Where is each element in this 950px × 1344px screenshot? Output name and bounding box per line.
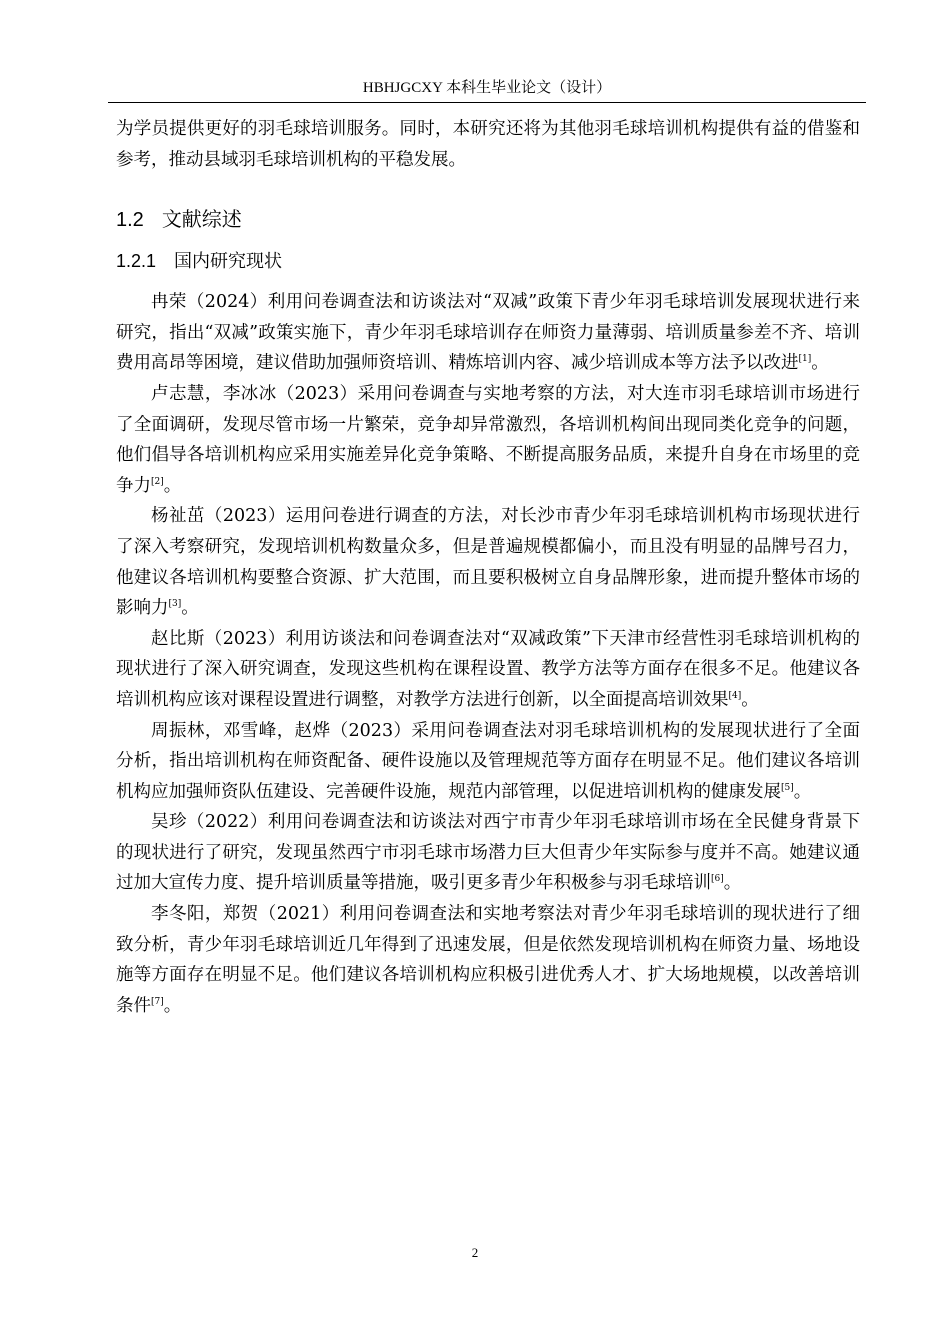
paragraph-text: 杨祉茁（2023）运用问卷进行调查的方法，对长沙市青少年羽毛球培训机构市场现状进行了深入考察研究，发现培训机构数量众多，但是普遍规模都偏小，而且没有明显的品牌号召力，他建议各培训机构要整合资源、扩大范围，而且要积极树立自身品牌形象，进而提升整体市场的影响力 — [116, 506, 860, 619]
paragraph — [116, 501, 860, 623]
paragraph-end: 。 — [163, 475, 182, 496]
section-heading — [116, 205, 860, 234]
page-body — [116, 114, 860, 1021]
header-rule — [108, 102, 866, 103]
paragraph — [116, 716, 860, 808]
citation-ref: [7] — [151, 996, 164, 1007]
paragraph — [116, 379, 860, 501]
paragraph-text: 卢志慧，李冰冰（2023）采用问卷调查与实地考察的方法，对大连市羽毛球培训市场进行了全面调研，发现尽管市场一片繁荣，竞争却异常激烈，各培训机构间出现同类化竞争的问题，他们倡导各培训机构应采用实施差异化竞争策略、不断提高服务品质，来提升自身在市场里的竞争力 — [116, 383, 860, 496]
citation-ref: [3] — [168, 599, 182, 610]
paragraph-end: 。 — [811, 353, 829, 374]
section-title: 文献综述 — [161, 207, 242, 232]
citation-ref: [6] — [711, 874, 724, 885]
citation-ref: [4] — [728, 690, 742, 701]
paragraph-text: 李冬阳，郑贺（2021）利用问卷调查法和实地考察法对青少年羽毛球培训的现状进行了细致分析，青少年羽毛球培训近几年得到了迅速发展，但是依然发现培训机构在师资力量、场地设施等方面存在明显不足。他们建议各培训机构应积极引进优秀人才、扩大场地规模，以改善培训条件 — [116, 904, 860, 1016]
paragraph-text: 冉荣（2024）利用问卷调查法和访谈法对“双减”政策下青少年羽毛球培训发展现状进行来研究，指出“双减”政策实施下，青少年羽毛球培训存在师资力量薄弱、培训质量参差不齐、培训费用高昂等困境，建议借助加强师资培训、精炼培训内容、减少培训成本等方法予以改进 — [116, 292, 860, 374]
citation-ref: [1] — [798, 354, 812, 365]
subsection-heading — [116, 248, 860, 275]
citation-ref: [5] — [781, 782, 794, 793]
section-number: 1.2 — [116, 209, 144, 232]
paragraph-end: 。 — [723, 873, 742, 894]
paragraph-end: 。 — [181, 598, 199, 619]
running-header: HBHJGCXY 本科生毕业论文（设计） — [362, 80, 612, 96]
paragraph — [116, 624, 860, 716]
subsection-title: 国内研究现状 — [174, 251, 283, 273]
paragraph-end: 。 — [163, 995, 182, 1016]
paragraph-text: 赵比斯（2023）利用访谈法和问卷调查法对“双减政策”下天津市经营性羽毛球培训机构的现状进行了深入研究调查，发现这些机构在课程设置、教学方法等方面存在很多不足。他建议各培训机构应该对课程设置进行调整，对教学方法进行创新，以全面提高培训效果 — [116, 628, 860, 710]
paragraph — [116, 899, 860, 1021]
paragraph — [116, 807, 860, 899]
paragraph-text: 吴珍（2022）利用问卷调查法和访谈法对西宁市青少年羽毛球培训市场在全民健身背景下的现状进行了研究，发现虽然西宁市羽毛球市场潜力巨大但青少年实际参与度并不高。她建议通过加大宣传力度、提升培训质量等措施，吸引更多青少年积极参与羽毛球培训 — [116, 812, 860, 894]
paragraph-text: 周振林，邓雪峰，赵烨（2023）采用问卷调查法对羽毛球培训机构的发展现状进行了全面分析，指出培训机构在师资配备、硬件设施以及管理规范等方面存在明显不足。他们建议各培训机构应加强师资队伍建设、完善硬件设施，规范内部管理，以促进培训机构的健康发展 — [116, 720, 860, 802]
paragraph-end: 。 — [793, 781, 812, 802]
intro-paragraph: 为学员提供更好的羽毛球培训服务。同时，本研究还将为其他羽毛球培训机构提供有益的借鉴和参考，推动县域羽毛球培训机构的平稳发展。 — [116, 119, 860, 170]
paragraph-end: 。 — [741, 689, 759, 710]
citation-ref: [2] — [151, 476, 164, 487]
subsection-number: 1.2.1 — [116, 251, 157, 272]
paragraph — [116, 287, 860, 379]
page-number: 2 — [471, 1245, 479, 1260]
